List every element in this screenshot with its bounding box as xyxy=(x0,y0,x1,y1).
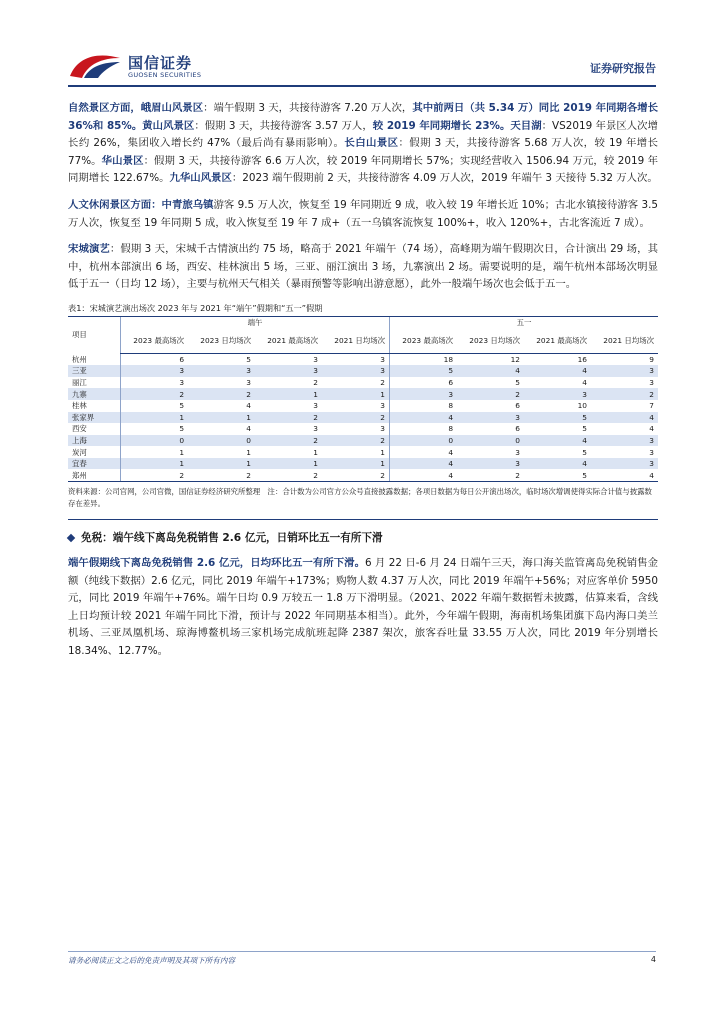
value-cell: 12 xyxy=(510,354,520,364)
table-row xyxy=(68,377,658,389)
value-cell: 4 xyxy=(524,365,591,377)
value-cell: 5 xyxy=(246,354,251,364)
body-text: ：2023 端午假期前 2 天，共接待游客 4.09 万人次，2019 年端午 3 天接待 5.32 万人次。 xyxy=(231,172,658,185)
table-row xyxy=(68,400,658,412)
value-cell: 5 xyxy=(524,469,591,481)
value-cell: 3 xyxy=(246,378,251,388)
table-source-note: 资料来源：公司官网，公司官微，国信证券经济研究所整理 注：合计数为公司官方公众号直接披露数据；各项日数据为每日公开演出场次，临时场次增调使得实际合计值与披露数存在差异。 xyxy=(68,487,652,508)
value-cell: 4 xyxy=(649,424,654,434)
column-header: 2023 最高场次 xyxy=(390,329,458,354)
diamond-bullet-icon xyxy=(67,533,75,541)
column-header: 2021 最高场次 xyxy=(255,329,322,354)
value-cell: 1 xyxy=(246,447,251,457)
highlight-text: 端午假期线下离岛免税销售 2.6 亿元，日均环比五一有所下滑。 xyxy=(68,557,366,570)
body-text: ：假期 3 天，共接待游客 5.68 万人次，较 19 年增长 77%。 xyxy=(68,137,658,167)
dutyfree-paragraph xyxy=(68,555,658,661)
column-header: 2023 最高场次 xyxy=(121,329,189,354)
value-cell: 9 xyxy=(649,354,654,364)
body-text: ：假期 3 天，宋城千古情演出约 75 场，略高于 2021 年端午（74 场），高峰期为端午假期次日，合计演出 29 场，其中，杭州本部演出 6 场，西安、桂林演出 5 场，三亚、丽江演出 3 场，九寨演出 2 场。需要说明的是，端午杭州本部场次明显低于五一（日均 12 场），主要与杭州天气相关（暴雨预警等影响出游意愿），此外一般端午场次也会低于五一。 xyxy=(68,243,658,291)
body-text: ：假期 3 天，共接待游客 3.57 万人， xyxy=(194,119,373,132)
value-cell: 8 xyxy=(390,423,458,435)
highlight-text: 较 2019 年同期增长 23%。天目湖 xyxy=(372,119,542,132)
value-cell: 4 xyxy=(582,378,587,388)
value-cell: 2 xyxy=(188,469,255,481)
value-cell: 2 xyxy=(313,378,318,388)
value-cell: 2 xyxy=(322,435,390,447)
city-cell: 杭州 xyxy=(72,354,87,364)
body-text: 游客 9.5 万人次，恢复至 19 年同期近 9 成，收入较 19 年增长近 10%；古北水镇接待游客 3.5 万人次，恢复至 19 年同期 5 成，收入恢复至 19 年 7 成+（五一乌镇客流恢复 100%+，收入 120%+，古北客流近 7 成）。 xyxy=(68,198,658,229)
value-cell: 3 xyxy=(255,365,322,377)
value-cell: 3 xyxy=(313,401,318,411)
value-cell: 4 xyxy=(457,365,524,377)
logo-name-cn: 国信证券 xyxy=(128,54,193,72)
value-cell: 5 xyxy=(524,412,591,424)
city-cell: 宜春 xyxy=(68,458,121,470)
value-cell: 1 xyxy=(255,388,322,400)
value-cell: 3 xyxy=(649,378,654,388)
value-cell: 1 xyxy=(188,412,255,424)
value-cell: 1 xyxy=(121,412,189,424)
value-cell: 3 xyxy=(591,365,658,377)
guosen-logo-icon xyxy=(68,52,122,80)
highlight-text: 华山景区 xyxy=(101,154,144,167)
footer-disclaimer: 请务必阅读正文之后的免责声明及其项下所有内容 xyxy=(68,956,236,965)
body-text: 6 月 22 日-6 月 24 日端午三天，海口海关监管离岛免税销售金额（纯线下数据）2.6 亿元，同比 2019 年端午+173%；购物人数 4.37 万人次，同比 2019 年端午+56%；对应客单价 5950 元，同比 2019 年端午+76%。端午日均 0.9 万较五一 1.8 万下滑明显。（2021、2022 年端午数据暂未披露，估算来看，含线上日均预计较 2021 年端午同比下滑，预计与 2022 年同期基本相当）。此外，今年端午假期，海南机场集团旗下岛内海口美兰机场、三亚凤凰机场、琼海博鳌机场三家机场完成航班起降 2387 架次，旅客吞吐量 33.55 万人次，同比 2019 年分别增长 18.34%、12.77%。 xyxy=(68,557,659,658)
group-header-wuyi: 五一 xyxy=(390,316,659,328)
section-divider xyxy=(68,519,658,520)
table-item-header: 项目 xyxy=(68,316,121,353)
group-header-duanwu: 端午 xyxy=(121,316,390,328)
highlight-text: 九华山风景区 xyxy=(169,172,232,185)
page-number: 4 xyxy=(650,955,656,964)
table-row xyxy=(68,435,658,447)
table-row xyxy=(68,353,658,365)
value-cell: 4 xyxy=(591,469,658,481)
column-header: 2023 日均场次 xyxy=(457,329,524,354)
value-cell: 1 xyxy=(380,447,385,457)
value-cell: 3 xyxy=(380,401,385,411)
value-cell: 6 xyxy=(515,424,520,434)
value-cell: 4 xyxy=(390,446,458,458)
column-header: 2023 日均场次 xyxy=(188,329,255,354)
body-text: ：VS2019 年景区人次增长约 26%，集团收入增长约 47%（最后尚有暴雨影响）。 xyxy=(68,119,658,150)
highlight-text: 自然景区方面，峨眉山风景区 xyxy=(68,102,204,114)
highlight-text: 宋城演艺 xyxy=(68,243,110,256)
value-cell: 5 xyxy=(582,424,587,434)
value-cell: 3 xyxy=(188,365,255,377)
value-cell: 1 xyxy=(322,458,390,470)
table-title: 表1：宋城演艺演出场次 2023 年与 2021 年“端午”假期和“五一”假期 xyxy=(68,302,323,313)
cultural-scenic-paragraph xyxy=(68,197,658,232)
value-cell: 8 xyxy=(390,400,458,412)
value-cell: 3 xyxy=(313,424,318,434)
songcheng-paragraph xyxy=(68,241,658,294)
value-cell: 18 xyxy=(390,353,458,365)
header-divider xyxy=(68,85,656,87)
value-cell: 5 xyxy=(515,378,520,388)
value-cell: 4 xyxy=(524,458,591,470)
value-cell: 3 xyxy=(380,354,385,364)
value-cell: 6 xyxy=(121,353,189,365)
value-cell: 5 xyxy=(390,365,458,377)
city-cell: 西安 xyxy=(72,424,87,434)
value-cell: 2 xyxy=(591,388,658,400)
value-cell: 2 xyxy=(121,388,189,400)
value-cell: 4 xyxy=(390,469,458,481)
body-text: ：假期 3 天，共接待游客 6.6 万人次，较 2019 年同期增长 57%；实现经营收入 1506.94 万元，较 2019 年同期增长 122.67%。 xyxy=(68,154,658,185)
value-cell: 6 xyxy=(515,401,520,411)
value-cell: 6 xyxy=(390,377,458,389)
city-cell: 丽江 xyxy=(72,378,87,388)
footer-divider xyxy=(68,951,656,952)
value-cell: 1 xyxy=(121,458,189,470)
section-title-text: 免税：端午线下离岛免税销售 2.6 亿元，日销环比五一有所下滑 xyxy=(81,532,383,545)
value-cell: 4 xyxy=(246,424,251,434)
value-cell: 1 xyxy=(255,458,322,470)
value-cell: 10 xyxy=(577,401,587,411)
city-cell: 炭河 xyxy=(72,447,87,457)
value-cell: 7 xyxy=(649,401,654,411)
value-cell: 3 xyxy=(457,412,524,424)
value-cell: 2 xyxy=(457,388,524,400)
value-cell: 2 xyxy=(322,412,390,424)
value-cell: 2 xyxy=(121,469,189,481)
value-cell: 16 xyxy=(577,354,587,364)
value-cell: 2 xyxy=(255,412,322,424)
main-content xyxy=(68,100,658,670)
table-row xyxy=(68,423,658,435)
value-cell: 3 xyxy=(591,458,658,470)
value-cell: 4 xyxy=(591,412,658,424)
logo-name-en: GUOSEN SECURITIES xyxy=(128,71,202,79)
value-cell: 4 xyxy=(390,412,458,424)
value-cell: 2 xyxy=(255,435,322,447)
value-cell: 3 xyxy=(457,458,524,470)
value-cell: 3 xyxy=(649,447,654,457)
value-cell: 0 xyxy=(188,435,255,447)
table-row xyxy=(68,458,658,470)
value-cell: 4 xyxy=(390,458,458,470)
natural-scenic-paragraph xyxy=(68,100,658,188)
value-cell: 1 xyxy=(121,446,189,458)
value-cell: 5 xyxy=(121,423,189,435)
highlight-text: 长白山景区 xyxy=(344,137,399,150)
body-text: ：端午假期 3 天，共接待游客 7.20 万人次， xyxy=(203,102,413,114)
value-cell: 2 xyxy=(457,469,524,481)
city-cell: 九寨 xyxy=(68,388,121,400)
value-cell: 4 xyxy=(246,401,251,411)
value-cell: 3 xyxy=(313,354,318,364)
page-header xyxy=(0,0,724,90)
value-cell: 2 xyxy=(255,469,322,481)
songcheng-shows-table xyxy=(68,316,658,482)
column-header: 2021 日均场次 xyxy=(591,329,658,354)
value-cell: 1 xyxy=(322,388,390,400)
city-cell: 上海 xyxy=(68,435,121,447)
value-cell: 2 xyxy=(188,388,255,400)
value-cell: 2 xyxy=(322,469,390,481)
value-cell: 1 xyxy=(188,458,255,470)
report-type-title: 证券研究报告 xyxy=(590,62,656,75)
value-cell: 3 xyxy=(121,365,189,377)
value-cell: 2 xyxy=(380,378,385,388)
city-cell: 张家界 xyxy=(68,412,121,424)
value-cell: 0 xyxy=(390,435,458,447)
table-row xyxy=(68,446,658,458)
value-cell: 5 xyxy=(582,447,587,457)
city-cell: 三亚 xyxy=(68,365,121,377)
value-cell: 0 xyxy=(121,435,189,447)
value-cell: 3 xyxy=(380,424,385,434)
value-cell: 0 xyxy=(457,435,524,447)
dutyfree-section-title xyxy=(68,530,658,545)
column-header: 2021 日均场次 xyxy=(322,329,390,354)
city-cell: 郑州 xyxy=(68,469,121,481)
value-cell: 4 xyxy=(524,435,591,447)
value-cell: 3 xyxy=(524,388,591,400)
city-cell: 桂林 xyxy=(72,401,87,411)
value-cell: 3 xyxy=(322,365,390,377)
value-cell: 1 xyxy=(313,447,318,457)
column-header: 2021 最高场次 xyxy=(524,329,591,354)
value-cell: 3 xyxy=(515,447,520,457)
value-cell: 3 xyxy=(591,435,658,447)
value-cell: 3 xyxy=(390,388,458,400)
table-row xyxy=(68,388,658,400)
value-cell: 5 xyxy=(121,400,189,412)
table-row xyxy=(68,412,658,424)
highlight-text: 人文休闲景区方面：中青旅乌镇 xyxy=(68,198,214,211)
highlight-text: 其中前两日（共 5.34 万）同比 2019 年同期各增长 36%和 85%。黄山风景区 xyxy=(68,102,658,132)
value-cell: 3 xyxy=(121,377,189,389)
table-row xyxy=(68,469,658,481)
table-row xyxy=(68,365,658,377)
